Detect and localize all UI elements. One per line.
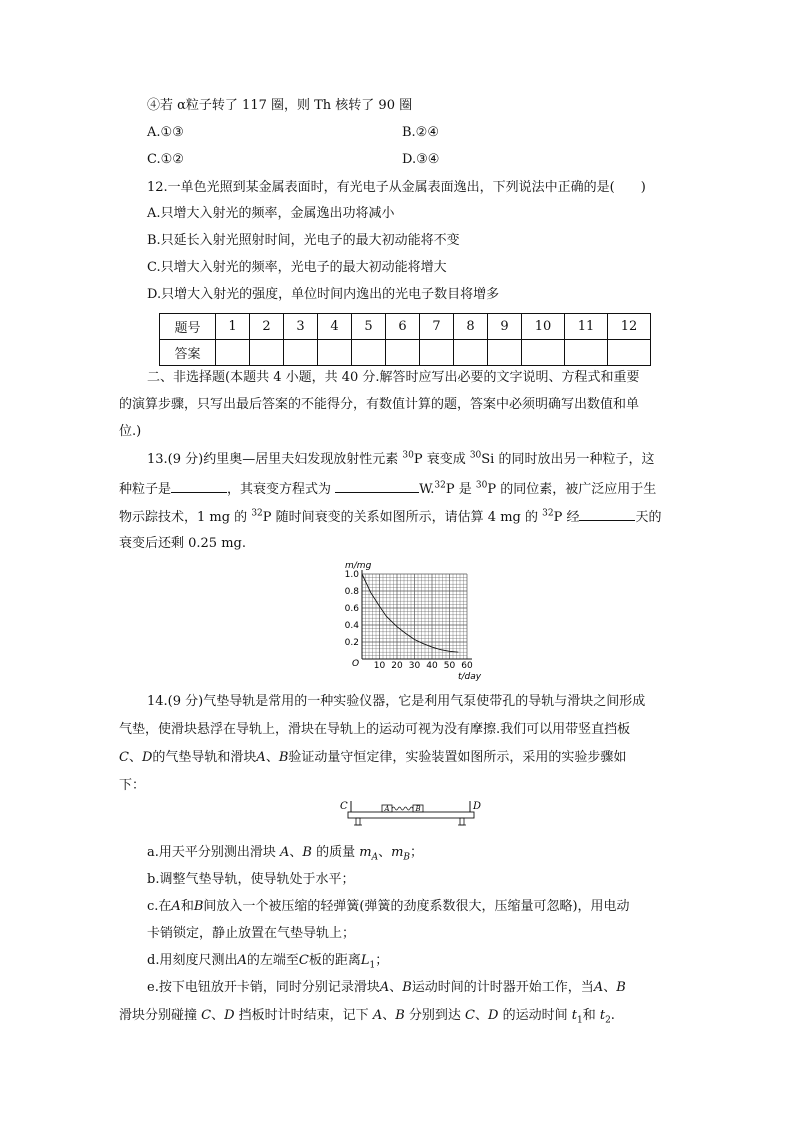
step-text: 挡板时计时结束，记下: [234, 1008, 373, 1023]
q12-option-b: B.只延长入射光照射时间，光电子的最大初动能将不变: [147, 233, 460, 248]
q11-item4: ④若 α粒子转了 117 圈，则 Th 核转了 90 圈: [147, 98, 413, 113]
step-text: 间放入一个被压缩的轻弹簧(弹簧的劲度系数很大，压缩量可忽略)，用电动: [203, 899, 630, 914]
q14-text: 验证动量守恒定律，实验装置如图所示，采用的实验步骤如: [288, 750, 627, 765]
y-tick-labels: [345, 570, 360, 648]
step-text: 、: [389, 980, 403, 995]
step-var: C: [465, 1008, 475, 1023]
x-axis-label: t/day: [458, 672, 482, 682]
slider-b-label: B: [415, 805, 421, 813]
q12-option-d: D.只增大入射光的强度，单位时间内逸出的光电子数目将增多: [147, 287, 500, 302]
track-leg-left: [356, 818, 360, 825]
mass-number: 32: [251, 508, 263, 519]
step-var: t: [599, 1008, 606, 1023]
q13-text: 13.(9 分)约里奥—居里夫妇发现放射性元素: [147, 452, 403, 467]
y-tick-label: 0.2: [344, 638, 359, 648]
plate-d-label: D: [473, 801, 482, 812]
table-cell-number: 2: [250, 314, 284, 340]
step-text: 、: [603, 980, 617, 995]
step-text: 板的距离: [308, 953, 361, 968]
decay-curve: [362, 574, 458, 652]
q13-text: W.: [419, 482, 435, 497]
q14-var: A: [256, 750, 266, 765]
x-tick-label: 20: [391, 661, 403, 671]
table-header-number: 题号: [160, 314, 216, 340]
section2-line3: 位.): [119, 424, 142, 439]
step-subscript: 1: [369, 960, 376, 971]
step-text: 和: [180, 899, 194, 914]
q13-text: P 经: [553, 510, 580, 525]
table-cell-number: 7: [420, 314, 454, 340]
answer-cell[interactable]: [565, 340, 608, 366]
x-tick-label: 60: [461, 661, 473, 671]
answer-blank[interactable]: [171, 480, 227, 493]
y-tick-label: 1.0: [344, 570, 359, 580]
step-text: 和: [582, 1008, 600, 1023]
q13-text: P 的同位素，被广泛应用于生: [487, 482, 657, 497]
step-var: t: [571, 1008, 577, 1023]
step-text: ；: [375, 953, 389, 968]
q14-line4: 下：: [119, 778, 146, 793]
answer-table-number-row: [160, 314, 651, 340]
step-var: A: [237, 953, 247, 968]
q14-line1: 14.(9 分)气垫导轨是常用的一种实验仪器，它是利用气泵使带孔的导轨与滑块之间形成: [147, 694, 646, 709]
q14-text: 的气垫导轨和滑块: [152, 750, 257, 765]
answer-cell[interactable]: [420, 340, 454, 366]
answer-cell[interactable]: [608, 340, 651, 366]
table-cell-number: 8: [454, 314, 488, 340]
step-text: 、: [289, 845, 303, 860]
q13-line3: [119, 508, 661, 526]
step-text: ；: [410, 845, 424, 860]
step-var: C: [298, 953, 309, 968]
step-text: 的运动时间: [498, 1008, 572, 1023]
step-var: m: [359, 845, 372, 860]
step-var: L: [360, 953, 370, 968]
step-var: B: [302, 845, 312, 860]
step-var: B: [395, 1008, 405, 1023]
plate-c-label: C: [340, 801, 348, 812]
mass-number: 30: [402, 450, 414, 461]
table-cell-number: 9: [488, 314, 522, 340]
table-cell-number: 12: [608, 314, 651, 340]
q13-line1: [147, 452, 654, 468]
mass-number: 32: [434, 480, 446, 491]
step-var: A: [280, 845, 290, 860]
q13-line2: [119, 480, 656, 498]
step-subscript: 1: [576, 1015, 583, 1026]
step-text: 运动时间的计时器开始工作，当: [411, 980, 594, 995]
origin-label: O: [352, 659, 360, 669]
step-text: 、: [475, 1008, 489, 1023]
q12-option-c: C.只增大入射光的频率，光电子的最大初动能将增大: [147, 260, 447, 275]
step-text: 、: [211, 1008, 225, 1023]
table-cell-number: 5: [352, 314, 386, 340]
decay-chart: [340, 560, 490, 682]
slider-a-label: A: [384, 805, 390, 813]
step-b: b.调整气垫导轨，使导轨处于水平；: [147, 872, 355, 887]
step-var: B: [616, 980, 626, 995]
q11-option-d: D.③④: [402, 152, 440, 167]
x-tick-label: 40: [426, 661, 438, 671]
answer-cell[interactable]: [386, 340, 420, 366]
step-text: 滑块分别碰撞: [119, 1008, 202, 1023]
track-leg-right: [460, 818, 464, 825]
section2-line2: 的演算步骤，只写出最后答案的不能得分，有数值计算的题，答案中必须明确写出数值和单: [119, 397, 640, 412]
table-cell-number: 11: [565, 314, 608, 340]
q14-var: B: [278, 750, 289, 765]
air-track-rail: [348, 812, 474, 818]
q12-stem: 12.一单色光照到某金属表面时，有光电子从金属表面逸出，下列说法中正确的是( ): [147, 180, 646, 195]
y-tick-label: 0.6: [344, 604, 359, 614]
answer-table-answer-row: [160, 340, 651, 366]
section2-line1: 二、非选择题(本题共 4 小题，共 40 分.解答时应写出必要的文字说明、方程式和重要: [147, 370, 640, 385]
answer-cell[interactable]: [522, 340, 565, 366]
answer-table: [159, 313, 651, 366]
step-var: B: [402, 980, 412, 995]
step-var: D: [488, 1008, 499, 1023]
x-tick-label: 30: [408, 661, 421, 671]
step-var: C: [201, 1008, 212, 1023]
x-tick-label: 10: [373, 661, 386, 671]
step-text: c.在: [147, 899, 172, 914]
step-subscript: B: [403, 852, 411, 863]
step-var: D: [224, 1008, 235, 1023]
step-c-line2: 卡销锁定，静止放置在气垫导轨上；: [147, 926, 356, 941]
step-text: 、: [382, 1008, 396, 1023]
step-text: 分别到达: [404, 1008, 466, 1023]
answer-cell[interactable]: [454, 340, 488, 366]
table-header-answer: 答案: [160, 340, 216, 366]
q13-text: P 随时间衰变的关系如图所示，请估算 4 mg 的: [262, 510, 543, 525]
q13-text: 种粒子是: [119, 482, 172, 497]
step-var: B: [193, 899, 204, 914]
step-var: A: [171, 899, 181, 914]
answer-cell[interactable]: [488, 340, 522, 366]
q14-text: 、: [128, 750, 142, 765]
q13-text: ，其衰变方程式为: [227, 482, 336, 497]
step-a: [147, 845, 423, 861]
answer-blank[interactable]: [579, 508, 635, 521]
table-cell-number: 10: [522, 314, 565, 340]
step-subscript: A: [371, 852, 379, 863]
answer-cell[interactable]: [284, 340, 318, 366]
q11-option-a: A.①③: [147, 125, 184, 140]
q13-text: 天的: [635, 510, 662, 525]
chart-grid: [362, 574, 467, 659]
q13-text: P 衰变成: [413, 452, 470, 467]
step-e-line2: [119, 1008, 615, 1024]
step-var: m: [391, 845, 404, 860]
step-text: a.用天平分别测出滑块: [147, 845, 281, 860]
spring: [392, 807, 413, 810]
y-tick-label: 0.8: [344, 587, 359, 597]
answer-cell[interactable]: [216, 340, 250, 366]
q11-option-b: B.②④: [402, 125, 439, 140]
q12-option-a: A.只增大入射光的频率，金属逸出功将减小: [147, 206, 395, 221]
table-cell-number: 3: [284, 314, 318, 340]
q13-text: 物示踪技术，1 mg 的: [119, 510, 252, 525]
step-var: A: [379, 980, 390, 995]
x-tick-labels: [374, 661, 473, 671]
answer-blank[interactable]: [335, 480, 419, 493]
q13-text: Si 的同时放出另一种粒子，这: [481, 452, 655, 467]
y-axis-label: m/mg: [345, 561, 372, 571]
step-c-line1: [147, 899, 630, 915]
mass-number: 30: [469, 450, 482, 461]
step-text: 、: [378, 845, 392, 860]
answer-cell[interactable]: [318, 340, 352, 366]
step-text: .: [610, 1008, 615, 1023]
mass-number: 32: [542, 508, 554, 519]
x-tick-label: 50: [443, 661, 456, 671]
answer-cell[interactable]: [250, 340, 284, 366]
step-text: e.按下电钮放开卡销，同时分别记录滑块: [147, 980, 380, 995]
q13-line4: 衰变后还剩 0.25 mg.: [119, 536, 246, 551]
q11-option-c: C.①②: [147, 152, 184, 167]
y-tick-label: 0.4: [344, 621, 359, 631]
table-cell-number: 4: [318, 314, 352, 340]
step-e-line1: [147, 980, 626, 996]
q14-line2: 气垫，使滑块悬浮在导轨上，滑块在导轨上的运动可视为没有摩擦.我们可以用带竖直挡板: [119, 722, 631, 737]
step-subscript: 2: [605, 1015, 611, 1026]
q14-var: C: [119, 750, 129, 765]
step-var: A: [372, 1008, 383, 1023]
answer-cell[interactable]: [352, 340, 386, 366]
q14-text: 、: [265, 750, 279, 765]
step-var: A: [593, 980, 604, 995]
q14-var: D: [141, 750, 153, 765]
step-text: d.用刻度尺测出: [147, 953, 238, 968]
air-track-diagram: [336, 796, 486, 832]
mass-number: 30: [475, 480, 488, 491]
q14-line3: [119, 750, 626, 766]
step-d: [147, 953, 388, 969]
q13-text: P 是: [445, 482, 476, 497]
table-cell-number: 1: [216, 314, 250, 340]
table-cell-number: 6: [386, 314, 420, 340]
chart-axes: [362, 570, 472, 659]
step-text: 的左端至: [246, 953, 299, 968]
step-text: 的质量: [311, 845, 360, 860]
